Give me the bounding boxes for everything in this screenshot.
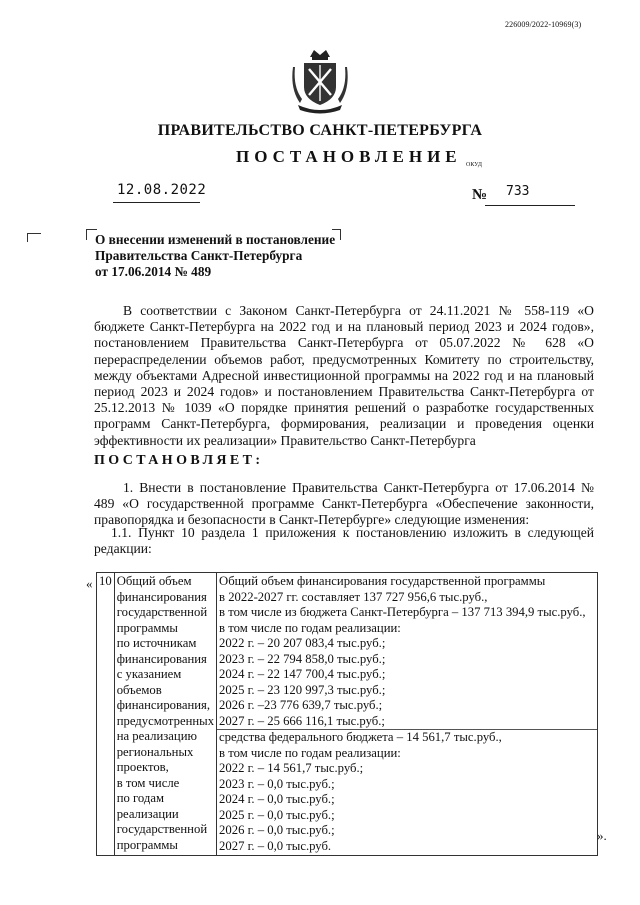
value-line: 2024 г. – 22 147 700,4 тыс.руб.; <box>219 667 386 681</box>
value-line: Общий объем финансирования государственной программы <box>219 574 546 588</box>
subject-line: Правительства Санкт-Петербурга <box>95 248 303 263</box>
label-line: в том числе <box>116 775 180 790</box>
label-line: Общий объем <box>116 574 192 588</box>
label-line: финансирования <box>116 651 207 666</box>
table-open-quote: « <box>86 576 93 591</box>
subject-line: от 17.06.2014 № 489 <box>95 264 212 279</box>
label-line: объемов <box>116 682 162 697</box>
row-label <box>114 573 216 856</box>
value-line: 2023 г. – 22 794 858,0 тыс.руб.; <box>219 651 386 666</box>
value-line: 2027 г. – 25 666 116,1 тыс.руб.; <box>219 713 385 728</box>
label-line: предусмотренных <box>116 713 215 728</box>
label-line: реализации <box>116 806 179 821</box>
label-line: программы <box>116 620 178 635</box>
item-1-1-paragraph: 1.1. Пункт 10 раздела 1 приложения к постановлению изложить в следующей редакции: <box>94 525 594 557</box>
decree-subject <box>95 232 335 280</box>
label-line: региональных <box>116 744 194 759</box>
label-line: по годам <box>116 791 164 805</box>
label-line: с указанием <box>116 667 182 681</box>
value-line: 2022 г. – 20 207 083,4 тыс.руб.; <box>219 636 386 650</box>
number-underline <box>485 205 575 206</box>
preamble-paragraph: В соответствии с Законом Санкт-Петербурга от 24.11.2021 № 558-119 «О бюджете Санкт-Петербурга на 2022 год и на плановый период 2023 и 2024 годов», постановлением Правительства Санкт-Петербурга от 05.07.2022 № 628 «О перераспределении объемов работ, предусмотренных Комитету по строительству, между объектами Адресной инвестиционной программы на 2022 год и на плановый период 2023 и 2024 годов» и постановлением Правительства Санкт-Петербурга от 25.12.2013 № 1039 «О порядке принятия решений о разработке государственных программ Санкт-Петербурга, формирования, реализации и проведения оценки эффективности их реализации» Правительство Санкт-Петербурга <box>94 303 594 448</box>
document-registration-id: 226009/2022-10969(3) <box>505 20 582 29</box>
okud-label: ОКУД <box>466 162 482 168</box>
table-close-quote: ». <box>597 828 607 843</box>
value-line: 2026 г. –23 776 639,7 тыс.руб.; <box>219 698 383 712</box>
date-underline <box>113 202 200 203</box>
subject-line: О внесении изменений в постановление <box>95 232 336 247</box>
left-margin-bracket <box>27 233 41 242</box>
value-line: в том числе из бюджета Санкт-Петербурга – 137 713 394,9 тыс.руб., <box>219 605 586 619</box>
label-line: по источникам <box>116 636 197 650</box>
decrees-heading: ПОСТАНОВЛЯЕТ: <box>94 453 264 468</box>
decree-date: 12.08.2022 <box>117 182 207 198</box>
decree-title: ПОСТАНОВЛЕНИЕ <box>236 147 462 166</box>
row-number: 10 <box>97 573 115 856</box>
label-line: государственной <box>116 605 208 619</box>
financing-table <box>96 572 598 856</box>
value-line: в том числе по годам реализации: <box>219 620 401 635</box>
table-row <box>97 573 598 856</box>
value-line: 2026 г. – 0,0 тыс.руб.; <box>219 823 335 837</box>
row-value <box>217 573 598 856</box>
value-line: средства федерального бюджета – 14 561,7 тыс.руб., <box>219 730 502 744</box>
item-1-paragraph: 1. Внести в постановление Правительства Санкт-Петербурга от 17.06.2014 № 489 «О государственной программе Санкт-Петербурга «Обеспечение законности, правопорядка и безопасности в Санкт-Петербурге» следующие изменения: <box>94 480 594 528</box>
value-line: 2027 г. – 0,0 тыс.руб. <box>219 838 332 853</box>
value-line: 2023 г. – 0,0 тыс.руб.; <box>219 776 335 791</box>
value-line: в том числе по годам реализации: <box>219 745 401 760</box>
government-title: ПРАВИТЕЛЬСТВО САНКТ-ПЕТЕРБУРГА <box>157 122 483 139</box>
value-line: в 2022-2027 гг. составляет 137 727 956,6 тыс.руб., <box>219 589 488 604</box>
label-line: финансирования <box>116 589 207 604</box>
value-line: 2025 г. – 23 120 997,3 тыс.руб.; <box>219 682 386 697</box>
value-line: 2024 г. – 0,0 тыс.руб.; <box>219 792 335 806</box>
label-line: на реализацию <box>116 729 197 743</box>
label-line: финансирования, <box>116 698 211 712</box>
number-sign: № <box>472 187 488 203</box>
label-line: программы <box>116 837 178 852</box>
label-line: государственной <box>116 822 208 836</box>
decree-number: 733 <box>506 184 530 199</box>
value-line: 2025 г. – 0,0 тыс.руб.; <box>219 807 335 822</box>
coat-of-arms-icon <box>292 47 348 117</box>
label-line: проектов, <box>116 760 169 774</box>
value-line: 2022 г. – 14 561,7 тыс.руб.; <box>219 761 364 775</box>
